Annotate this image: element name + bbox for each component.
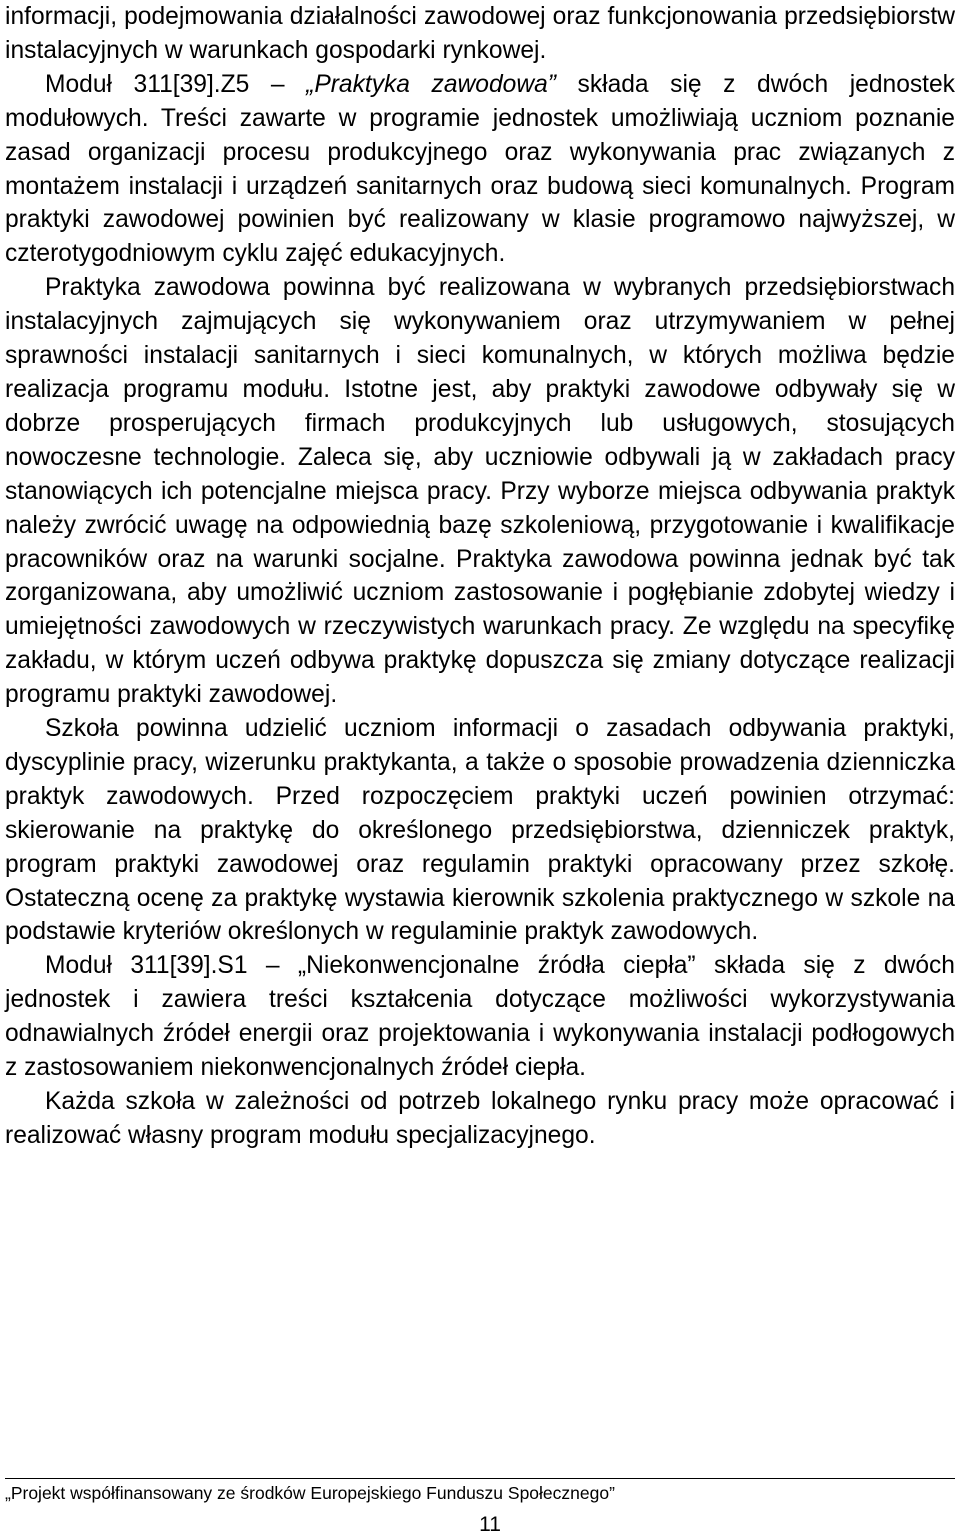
module-z5-title: „Praktyka zawodowa” — [306, 70, 556, 98]
project-funding-note: „Projekt współfinansowany ze środków Europejskiego Funduszu Społecznego” — [5, 1483, 615, 1503]
paragraph-4-text: Szkoła powinna udzielić uczniom informacji o zasadach odbywania praktyki, dyscyplinie pracy, wizerunku praktykanta, a także o sposobie prowadzenia dzienniczka praktyk zawodowych. Przed rozpoczęciem praktyki uczeń powinien otrzymać: skierowanie na praktykę do określonego przedsiębiorstwa, dzienniczek praktyk, program praktyki zawodowej oraz regulamin praktyki opracowany przez szkołę. Ostateczną ocenę za praktykę wystawia kierownik szkolenia praktycznego w szkole na podstawie kryteriów określonych w regulaminie praktyk zawodowych. — [5, 715, 955, 946]
module-z5-description: składa się z dwóch jednostek modułowych. Treści zawarte w programie jednostek umożliwiają uczniom poznanie zasad organizacji procesu produkcyjnego oraz wykonywania prac związanych z montażem instalacji i urządzeń sanitarnych oraz budową sieci komunalnych. Program praktyki zawodowej powinien być realizowany w klasie programowo najwyższej, w czterotygodniowym cyklu zajęć edukacyjnych. — [5, 70, 955, 268]
page-number: 11 — [479, 1513, 501, 1536]
paragraph-3-text: Praktyka zawodowa powinna być realizowana w wybranych przedsiębiorstwach instalacyjnych zajmujących się wykonywaniem oraz utrzymywaniem w pełnej sprawności instalacji sanitarnych i sieci komunalnych, w których możliwa będzie realizacja programu modułu. Istotne jest, aby praktyki zawodowe odbywały się w dobrze prosperujących firmach produkcyjnych lub usługowych, stosujących nowoczesne technologie. Zaleca się, aby uczniowie odbywali ją w zakładach pracy stanowiących ich potencjalne miejsca pracy. Przy wyborze miejsca odbywania praktyk należy zwrócić uwagę na odpowiednią bazę szkoleniową, przygotowanie i kwalifikacje pracowników oraz na warunki socjalne. Praktyka zawodowa powinna jednak być tak zorganizowana, aby umożliwić uczniom zastosowanie i pogłębianie zdobytej wiedzy i umiejętności zawodowych w rzeczywistych warunkach pracy. Ze względu na specyfikę zakładu, w którym uczeń odbywa praktykę dopuszcza się zmiany dotyczące realizacji programu praktyki zawodowej. — [5, 274, 955, 709]
paragraph-5 — [5, 949, 955, 1085]
module-z5-intro: Moduł 311[39].Z5 – — [45, 70, 307, 98]
document-body — [5, 0, 955, 1153]
paragraph-6-text: Każda szkoła w zależności od potrzeb lokalnego rynku pracy może opracować i realizować własny program modułu specjalizacyjnego. — [5, 1088, 955, 1149]
paragraph-6 — [5, 1085, 955, 1153]
paragraph-2 — [5, 68, 955, 271]
paragraph-5-text: Moduł 311[39].S1 – „Niekonwencjonalne źródła ciepła” składa się z dwóch jednostek i zawiera treści kształcenia dotyczące możliwości wykorzystywania odnawialnych źródeł energii oraz projektowania i wykonywania instalacji podłogowych z zastosowaniem niekonwencjonalnych źródeł ciepła. — [5, 952, 955, 1082]
paragraph-1-text: informacji, podejmowania działalności zawodowej oraz funkcjonowania przedsiębiorstw instalacyjnych w warunkach gospodarki rynkowej. — [5, 3, 955, 64]
paragraph-4 — [5, 712, 955, 949]
paragraph-1 — [5, 0, 955, 68]
page-footer — [0, 1478, 960, 1504]
footer-divider — [5, 1478, 955, 1479]
paragraph-3 — [5, 271, 955, 712]
